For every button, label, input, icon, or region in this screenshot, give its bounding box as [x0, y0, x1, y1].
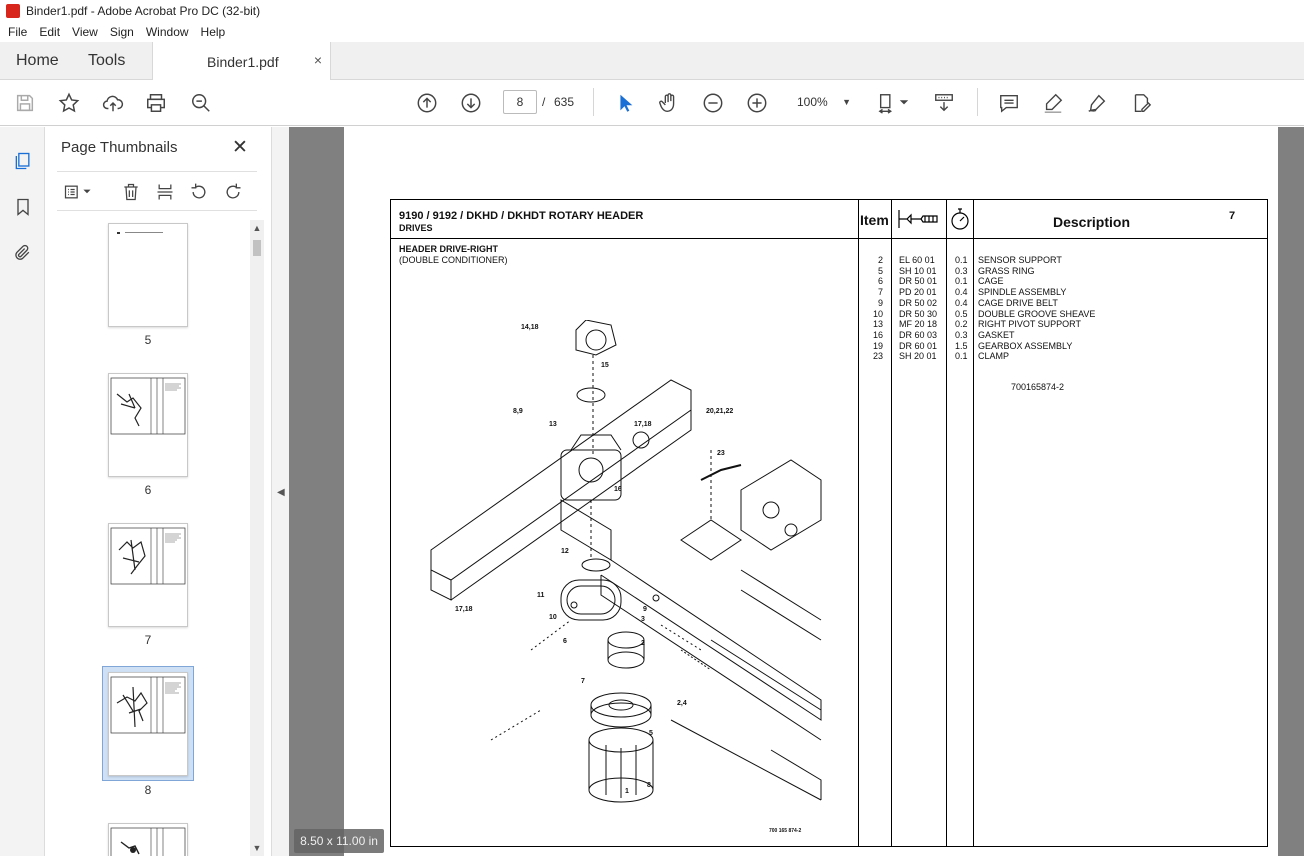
part-item: 6: [877, 276, 883, 287]
part-item: 19: [872, 340, 883, 351]
scrollbar-thumb[interactable]: [253, 240, 261, 256]
next-page-icon[interactable]: [459, 91, 483, 115]
page-separator: /: [542, 95, 546, 109]
zoom-out-icon[interactable]: [701, 91, 725, 115]
callout-label: 12: [561, 548, 569, 555]
part-item: 16: [872, 329, 883, 340]
part-time: 0.4: [955, 287, 968, 298]
menu-bar: [0, 22, 1304, 42]
scroll-mode-icon[interactable]: [932, 91, 956, 115]
callout-label: 6: [563, 638, 567, 645]
menu-sign[interactable]: Sign: [109, 25, 134, 39]
part-item: 10: [872, 308, 883, 319]
page-thumbnails-icon[interactable]: [11, 149, 35, 173]
doc-page-number: 7: [1229, 210, 1236, 222]
toolbar-divider: [593, 88, 594, 116]
zoom-in-icon[interactable]: [745, 91, 769, 115]
comment-icon[interactable]: [997, 91, 1021, 115]
star-bookmark-icon[interactable]: [57, 91, 81, 115]
thumbnail-tools: [57, 171, 257, 211]
callout-label: 2,4: [677, 700, 687, 707]
part-code: DR 50 01: [899, 276, 938, 287]
draw-sign-icon[interactable]: [1085, 91, 1109, 115]
panel-splitter[interactable]: [271, 127, 289, 856]
zoom-value: 100%: [797, 95, 828, 109]
tab-document[interactable]: [152, 42, 331, 81]
hand-pan-icon[interactable]: [657, 91, 681, 115]
callout-label: 1: [625, 788, 629, 795]
pdf-page: [344, 127, 1278, 856]
left-rail: [0, 127, 45, 856]
save-icon[interactable]: [13, 91, 37, 115]
part-item: 23: [872, 351, 883, 362]
callout-label: 9: [643, 606, 647, 613]
doc-header-subtitle: DRIVES: [399, 223, 433, 233]
toolbar: [0, 80, 1304, 126]
parts-code-column: [899, 255, 937, 362]
window-title: Binder1.pdf - Adobe Acrobat Pro DC (32-bit): [26, 4, 261, 18]
scroll-up-icon[interactable]: ▲: [252, 223, 262, 233]
print-icon[interactable]: [144, 91, 168, 115]
part-description: GRASS RING: [978, 265, 1035, 276]
chevron-down-icon: ▼: [842, 97, 851, 107]
col-description-header: Description: [1053, 214, 1131, 230]
thumbnail-label: 5: [144, 333, 152, 347]
part-item: 5: [877, 265, 883, 276]
part-description: RIGHT PIVOT SUPPORT: [978, 319, 1082, 330]
section-subtitle: (DOUBLE CONDITIONER): [399, 255, 508, 265]
callout-label: 14,18: [521, 324, 539, 331]
thumbnail-label: 8: [144, 783, 152, 797]
part-description: DOUBLE GROOVE SHEAVE: [978, 308, 1096, 319]
acrobat-logo-icon: [6, 4, 20, 18]
stopwatch-icon: [949, 206, 971, 232]
previous-page-icon[interactable]: [415, 91, 439, 115]
page-number-input[interactable]: 8: [503, 90, 537, 114]
tab-home[interactable]: Home: [16, 52, 59, 69]
part-description: CLAMP: [978, 351, 1010, 362]
page-total: 635: [554, 95, 575, 109]
thumbnails-panel: [45, 127, 271, 856]
document-viewer[interactable]: [289, 127, 1304, 856]
part-code: SH 10 01: [899, 265, 937, 276]
part-description: SPINDLE ASSEMBLY: [978, 287, 1067, 298]
part-item: 7: [877, 287, 883, 298]
menu-edit[interactable]: Edit: [39, 25, 61, 39]
part-time: 0.1: [955, 276, 968, 287]
callout-label: 17,18: [634, 421, 652, 428]
part-time: 0.1: [955, 351, 968, 362]
part-item: 9: [877, 297, 883, 308]
callout-label: 3: [641, 616, 645, 623]
title-bar: [0, 0, 1304, 22]
tab-bar: [0, 42, 1304, 80]
reference-number: 700165874-2: [1011, 382, 1065, 392]
thumbnail-scrollbar[interactable]: [250, 220, 264, 856]
callout-label: 8: [647, 782, 651, 789]
part-item: 13: [872, 319, 883, 330]
callout-label: 5: [649, 730, 653, 737]
part-time: 0.1: [955, 255, 968, 265]
toolbar-divider: [977, 88, 978, 116]
section-title: HEADER DRIVE-RIGHT: [399, 244, 499, 254]
diagram-footer-ref: 700 165 874-2: [769, 828, 802, 834]
thumbnail-page-5[interactable]: [108, 223, 188, 327]
delete-page-icon[interactable]: [119, 180, 143, 204]
callout-label: 11: [537, 592, 545, 599]
menu-file[interactable]: File: [8, 25, 28, 39]
part-code: DR 50 30: [899, 308, 938, 319]
col-item-header: Item: [860, 212, 889, 228]
thumbnail-label: 6: [144, 483, 152, 497]
close-panel-icon[interactable]: ✕: [232, 137, 248, 158]
thumbnail-page-9[interactable]: [108, 823, 188, 856]
part-description: SENSOR SUPPORT: [978, 255, 1062, 265]
fill-sign-icon[interactable]: [1129, 91, 1153, 115]
parts-time-column: [955, 255, 968, 362]
thumbnail-options-dropdown-icon[interactable]: [81, 180, 93, 204]
part-item: 2: [877, 255, 883, 265]
part-time: 0.3: [955, 265, 968, 276]
part-code: DR 60 01: [899, 340, 938, 351]
menu-window[interactable]: Window: [145, 25, 189, 39]
select-cursor-icon[interactable]: [613, 91, 637, 115]
rotate-left-icon[interactable]: [187, 180, 211, 204]
scroll-down-icon[interactable]: ▼: [252, 843, 262, 853]
doc-header-title: 9190 / 9192 / DKHD / DKHDT ROTARY HEADER: [399, 210, 644, 222]
tab-tools[interactable]: Tools: [88, 52, 126, 69]
callout-label: 8,9: [513, 408, 523, 415]
parts-page-frame: [390, 199, 1268, 847]
attachments-icon[interactable]: [11, 241, 35, 265]
parts-description-column: [978, 255, 1095, 362]
callout-label: 20,21,22: [706, 408, 734, 415]
callout-label: 17,18: [455, 606, 473, 613]
zoom-select[interactable]: [789, 90, 857, 114]
thumbnail-label: 7: [144, 633, 152, 647]
part-code: DR 60 03: [899, 329, 938, 340]
part-code: EL 60 01: [899, 255, 935, 265]
callout-label: 16: [614, 486, 622, 493]
page-fit-dropdown-icon[interactable]: [897, 91, 911, 115]
repair-tools-icon: [895, 206, 943, 232]
zoom-search-icon[interactable]: [189, 91, 213, 115]
callout-label: 13: [549, 421, 557, 428]
menu-help[interactable]: Help: [200, 25, 226, 39]
part-description: CAGE: [978, 276, 1004, 287]
rotate-right-icon[interactable]: [221, 180, 245, 204]
callout-label: 10: [549, 614, 557, 621]
part-code: MF 20 18: [899, 319, 938, 330]
part-time: 0.3: [955, 329, 968, 340]
part-time: 1.5: [955, 340, 968, 351]
part-code: PD 20 01: [899, 287, 937, 298]
part-description: GASKET: [978, 329, 1015, 340]
part-time: 0.2: [955, 319, 968, 330]
upload-cloud-icon[interactable]: [101, 91, 125, 115]
part-code: SH 20 01: [899, 351, 937, 362]
callout-label: 7: [581, 678, 585, 685]
collapse-panel-icon[interactable]: ◀: [277, 487, 285, 498]
menu-view[interactable]: View: [72, 25, 98, 39]
thumbnail-list: [45, 219, 255, 856]
close-tab-icon[interactable]: ×: [313, 52, 322, 68]
thumbnail-page-6[interactable]: [108, 373, 188, 477]
part-code: DR 50 02: [899, 297, 938, 308]
highlight-pen-icon[interactable]: [1041, 91, 1065, 115]
part-time: 0.5: [955, 308, 968, 319]
exploded-parts-diagram: [411, 320, 831, 840]
document-tab-label: Binder1.pdf: [207, 54, 279, 70]
thumbnail-page-8[interactable]: [108, 672, 188, 776]
part-description: GEARBOX ASSEMBLY: [978, 340, 1073, 351]
parts-item-column: [869, 255, 883, 362]
extract-page-icon[interactable]: [153, 180, 177, 204]
part-time: 0.4: [955, 297, 968, 308]
page-size-indicator: 8.50 x 11.00 in: [294, 829, 384, 853]
callout-label: 23: [717, 450, 725, 457]
bookmarks-icon[interactable]: [11, 195, 35, 219]
panel-heading: Page Thumbnails: [61, 139, 178, 156]
thumbnail-page-7[interactable]: [108, 523, 188, 627]
callout-label: 15: [601, 362, 609, 369]
part-description: CAGE DRIVE BELT: [978, 297, 1058, 308]
callout-label: 2: [641, 640, 645, 647]
